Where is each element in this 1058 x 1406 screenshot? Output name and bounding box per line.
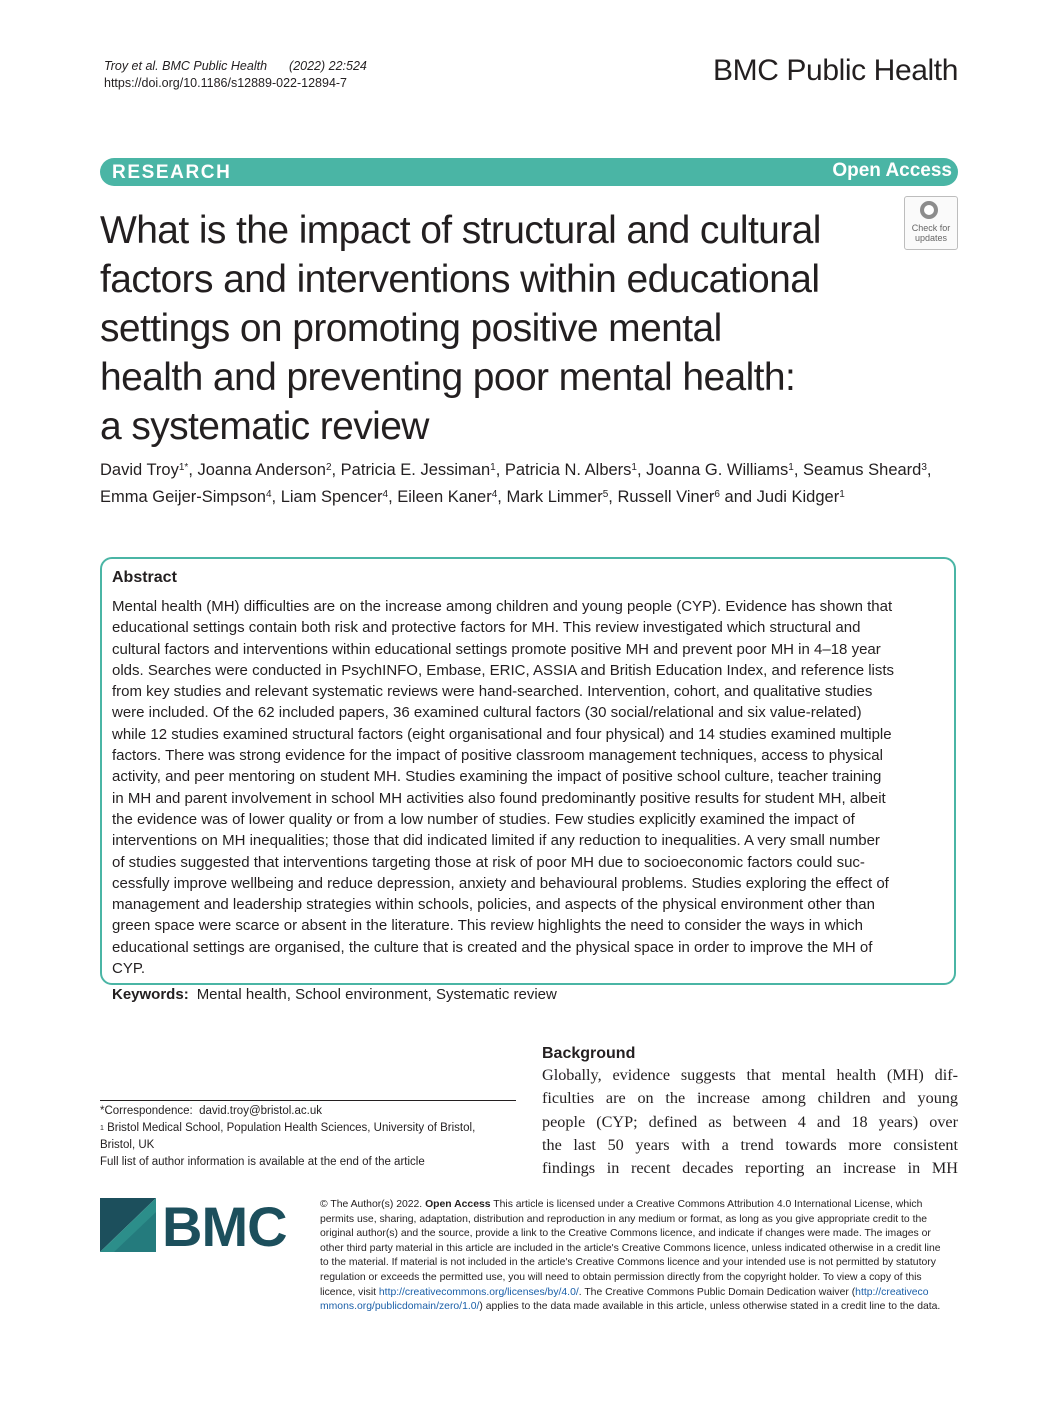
citation-year: (2022) 22:524 — [289, 59, 367, 73]
check-for-updates-button[interactable] — [904, 196, 958, 250]
background-line: the last 50 years with a trend towards more consistent — [542, 1135, 958, 1154]
abstract-line: educational settings contain both risk and protective factors for MH. This review investigated which structural and — [112, 619, 861, 637]
abstract-line: factors. There was strong evidence for the impact of positive classroom management techniques, access to physical — [112, 747, 883, 765]
abstract-line: the evidence was of lower quality or from a low number of studies. Few studies explicitly examined the impact of — [112, 810, 855, 828]
author-name[interactable]: David Troy — [100, 461, 179, 479]
abstract-heading: Abstract — [112, 569, 177, 586]
abstract-line: cultural factors and interventions within educational settings promote positive MH and prevent poor MH in 4–18 year — [112, 640, 881, 658]
footnote-divider — [100, 1100, 516, 1101]
cc-zero-link-cont[interactable]: mmons.org/publicdomain/zero/1.0/ — [320, 1301, 480, 1313]
open-access-bold: Open Access — [425, 1199, 491, 1210]
author-name[interactable]: Judi Kidger — [756, 488, 840, 506]
author-affiliation: 4 — [265, 489, 272, 500]
title-line: settings on promoting positive mental — [100, 307, 722, 350]
author-name[interactable]: Joanna G. Williams — [646, 461, 789, 479]
author-affiliation: 4 — [491, 489, 498, 500]
background-line: findings in recent decades reporting an increase in MH — [542, 1159, 958, 1178]
check-updates-label: Check for updates — [911, 223, 951, 243]
abstract-line: while 12 studies examined structural factors (eight organisational and four physical) and 14 studies examined multiple — [112, 725, 892, 743]
author-name[interactable]: Joanna Anderson — [197, 461, 326, 479]
keywords — [112, 986, 557, 1004]
author-name[interactable]: Patricia N. Albers — [504, 461, 632, 479]
article-type-label: RESEARCH — [112, 162, 232, 183]
author-name[interactable]: Patricia E. Jessiman — [340, 461, 491, 479]
author-affiliation: 1* — [178, 462, 189, 473]
author-affiliation: 5 — [602, 489, 609, 500]
affiliation-text: Bristol, UK — [100, 1139, 155, 1151]
author-name[interactable]: Mark Limmer — [506, 488, 603, 506]
abstract-line: in MH and parent involvement in school MH activities also found predominantly positive results for student MH, albeit — [112, 789, 886, 807]
abstract-text — [112, 596, 948, 979]
author-affiliation: 1 — [788, 462, 794, 473]
author-name[interactable]: Seamus Sheard — [803, 461, 922, 479]
author-affiliation: 6 — [714, 489, 720, 500]
title-line: What is the impact of structural and cultural — [100, 209, 821, 252]
abstract-line: green space were scarce or absent in the literature. This review highlights the need to consider the ways in which — [112, 917, 863, 935]
full-author-info-note: Full list of author information is available at the end of the article — [100, 1156, 425, 1168]
abstract-line: were included. Of the 62 included papers, 36 examined cultural factors (30 social/relational and six value-related) — [112, 704, 862, 722]
citation-header — [104, 58, 367, 92]
author-affiliation: 2 — [325, 462, 332, 473]
abstract-line: cessfully improve wellbeing and reduce depression, anxiety and behavioural problems. Studies exploring the effect of — [112, 874, 889, 892]
abstract-line: of studies suggested that interventions targeting those at risk of poor MH due to socioeconomic factors could suc- — [112, 853, 865, 871]
abstract-line: from key studies and relevant systematic reviews were hand-searched. Intervention, cohort, and qualitative studies — [112, 683, 873, 701]
open-access-label: Open Access — [832, 160, 952, 181]
background-line: people (CYP; defined as between 4 and 18 years) over — [542, 1112, 958, 1131]
author-affiliation: 1 — [839, 489, 845, 500]
title-line: factors and interventions within educational — [100, 258, 820, 301]
background-line: Globally, evidence suggests that mental health (MH) dif- — [542, 1066, 958, 1084]
background-line: ficulties are on the increase among children and young — [542, 1089, 958, 1108]
author-affiliation: 1 — [631, 462, 637, 473]
author-affiliation: 4 — [382, 489, 389, 500]
article-title — [100, 206, 900, 451]
background-heading: Background — [542, 1045, 636, 1062]
bmc-logo — [100, 1196, 300, 1254]
abstract-line: management and leadership strategies within schools, policies, and aspects of the physical environment other than — [112, 896, 875, 914]
cc-license-link[interactable]: http://creativecommons.org/licenses/by/4.0/ — [378, 1286, 579, 1298]
abstract-line: educational settings are organised, the culture that is created and the physical space in order to improve the MH of — [112, 938, 873, 956]
abstract-line: Mental health (MH) difficulties are on the increase among children and young people (CYP). Evidence has shown that — [112, 598, 893, 615]
author-affiliation: 1 — [490, 462, 496, 473]
author-list: David Troy$^{1*}$, Joanna Anderson$^2$, Patricia E. Jessiman$^1$, Patricia N. Albers$^1$, Joanna G. Williams$^1$, Seamus Sheard$^3$, Emma Geijer-Simpson$^4$, Liam Spencer$^4$, Eileen Kaner$^4$, Mark Limmer$^5$, Russell Viner$^6$ and Judi Kidger$^1$ — [100, 461, 932, 506]
abstract-line: activity, and peer mentoring on student MH. Studies examining the impact of positive school culture, teacher training — [112, 768, 882, 786]
footnotes — [100, 1103, 475, 1171]
correspondence-label: *Correspondence: — [100, 1105, 193, 1117]
license-statement: © The Author(s) 2022. Open Access This article is licensed under a Creative Commons Attribution 4.0 International License, which permits use, sharing, adaptation, distribution and reproduction in any medium or format, as long as you give appropriate credit to the original author(s) and the source, provide a link to the Creative Commons licence, and indicate if changes were made. The images or other third party material in this article are included in the article's Creative Commons licence, unless indicated otherwise in a credit line to the material. If material is not included in the article's Creative Commons licence and your intended use is not permitted by statutory regulation or exceeds the permitted use, you will need to obtain permission directly from the copyright holder. To view a copy of this licence, visit http://creativecommons.org/licenses/by/4.0/. The Creative Commons Public Domain Dedication waiver (http://creativeco mmons.org/publicdomain/zero/1.0/) applies to the data made available in this article, unless otherwise stated in a credit line to the data. — [320, 1199, 941, 1313]
affiliation-marker: 1 — [100, 1125, 104, 1132]
abstract-line: CYP. — [112, 960, 146, 978]
keywords-list: Mental health, School environment, Systematic review — [196, 986, 557, 1003]
logo-text: BMC — [162, 1196, 287, 1254]
journal-name: BMC Public Health — [713, 54, 958, 87]
affiliation-text: Bristol Medical School, Population Health Sciences, University of Bristol, — [107, 1122, 476, 1134]
author-name[interactable]: Liam Spencer — [280, 488, 383, 506]
keywords-label: Keywords: — [112, 986, 189, 1003]
citation-journal: Troy et al. BMC Public Health — [104, 59, 268, 73]
author-name[interactable]: Eileen Kaner — [397, 488, 492, 506]
title-line: health and preventing poor mental health: — [100, 356, 796, 399]
correspondence-email[interactable]: david.troy@bristol.ac.uk — [199, 1105, 322, 1117]
author-name[interactable]: Russell Viner — [617, 488, 715, 506]
author-name[interactable]: Emma Geijer-Simpson — [100, 488, 266, 506]
author-affiliation: 3 — [921, 462, 927, 473]
abstract-line: interventions on MH inequalities; those that did indicated limited if any reduction to inequalities. A very small number — [112, 832, 880, 850]
doi-link[interactable]: https://doi.org/10.1186/s12889-022-12894-7 — [104, 76, 348, 90]
check-updates-icon — [920, 201, 938, 219]
cc-zero-link[interactable]: http://creativeco — [855, 1286, 929, 1298]
background-text — [542, 1064, 958, 1180]
title-line: a systematic review — [100, 405, 429, 448]
abstract-line: olds. Searches were conducted in PsychINFO, Embase, ERIC, ASSIA and British Education Index, and reference lists — [112, 661, 895, 679]
